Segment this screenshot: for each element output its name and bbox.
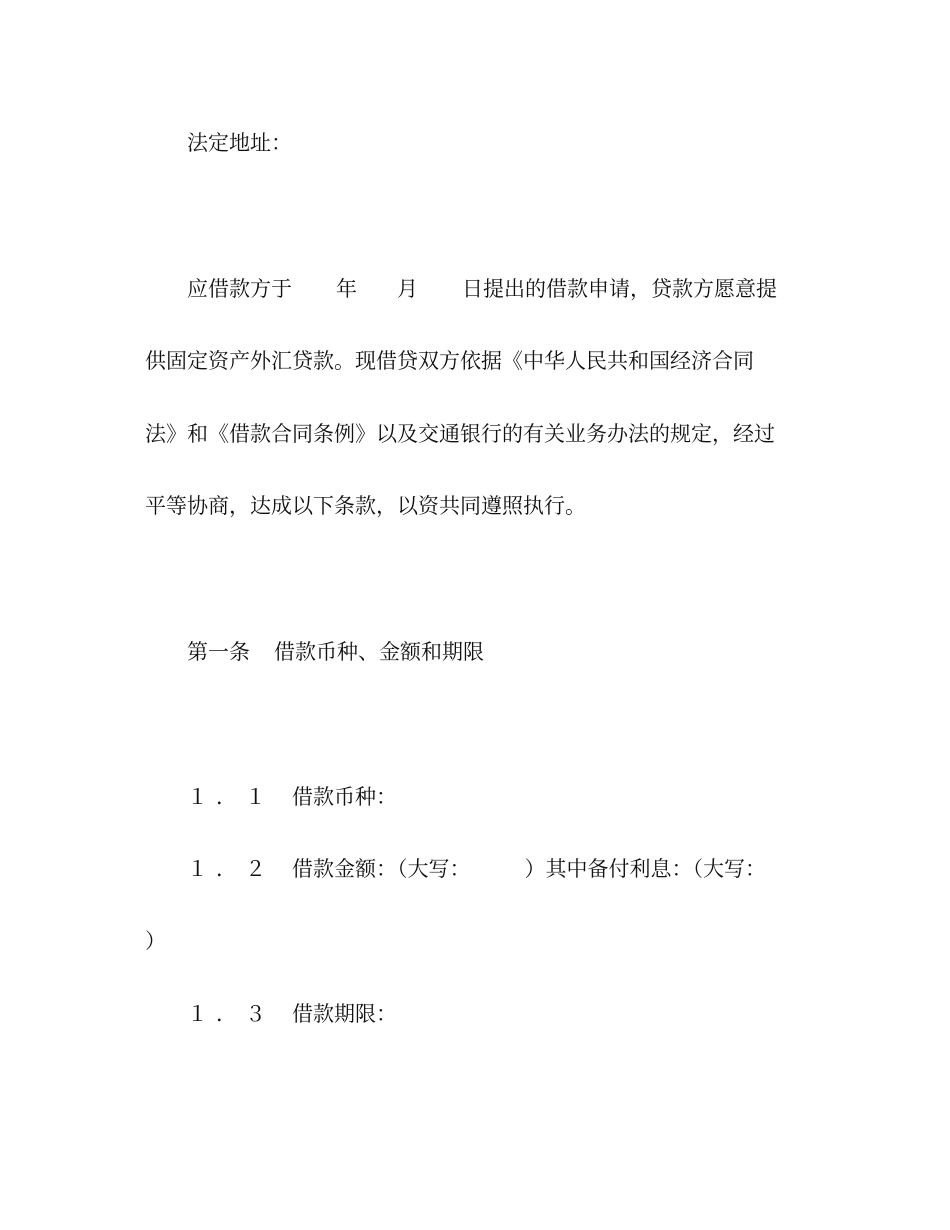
item-1-2: １．２ 借款金额：（大写： ）其中备付利息：（大写： [187,857,766,881]
paragraph-line-1: 应借款方于 年 月 日提出的借款申请，贷款方愿意提 [187,277,777,301]
paragraph-line-2: 供固定资产外汇贷款。现借贷双方依据《中华人民共和国经济合同 [145,349,754,373]
article-1-heading: 第一条 借款币种、金额和期限 [187,640,484,664]
legal-address-label: 法定地址： [187,131,292,155]
item-1-3: １．３ 借款期限： [187,1002,397,1026]
item-1-1: １．１ 借款币种： [187,785,397,809]
item-1-2-continuation: ） [145,929,166,953]
paragraph-line-4: 平等协商，达成以下条款，以资共同遵照执行。 [145,494,586,518]
paragraph-line-3: 法》和《借款合同条例》以及交通银行的有关业务办法的规定，经过 [145,422,775,446]
